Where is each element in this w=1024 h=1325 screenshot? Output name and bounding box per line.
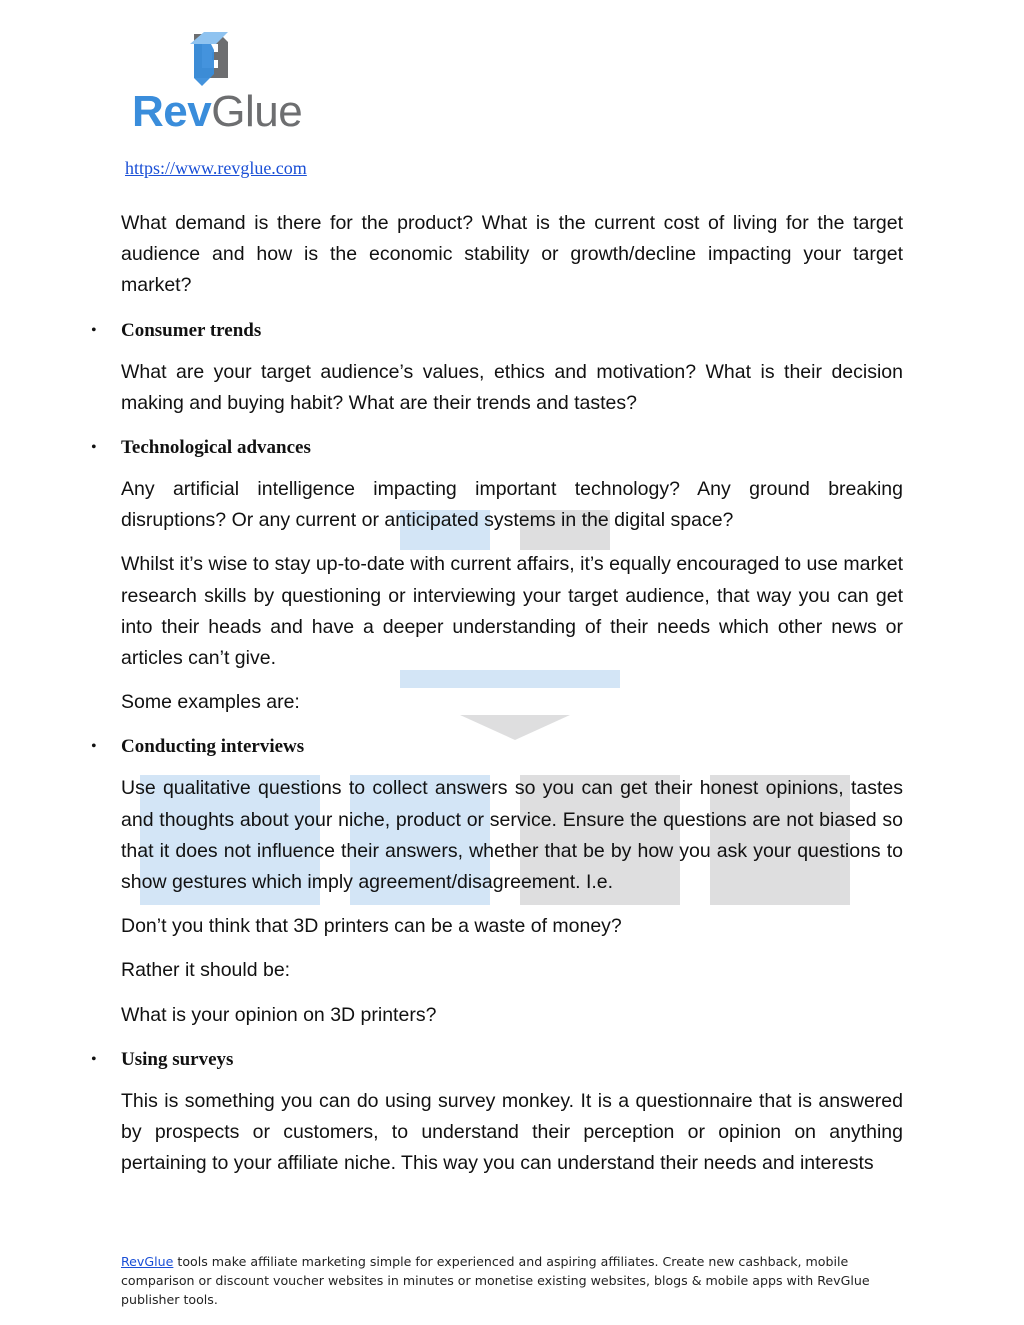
paragraph-whilst: Whilst it’s wise to stay up-to-date with current affairs, it’s equally encouraged to use market research skills by questioning or interviewing your target audience, that way you can get into their heads and have a deeper understanding of their needs which other news or articles can’t give. — [121, 553, 903, 670]
paragraph-demand: What demand is there for the product? What is the current cost of living for the target audience and how is the economic stability or growth/decline impacting your target market? — [121, 212, 903, 297]
paragraph-consumer: What are your target audience’s values, ethics and motivation? What is their decision making and buying habit? What are their trends and tastes? — [121, 360, 903, 414]
bullet-label: Using surveys — [121, 1048, 234, 1070]
bullet-label: Conducting interviews — [121, 736, 305, 758]
bullet-dot: • — [91, 1050, 97, 1068]
paragraph-dont: Don’t you think that 3D printers can be a waste of money? — [121, 915, 622, 938]
paragraph-interviews: Use qualitative questions to collect answers so you can get their honest opinions, tastes and thoughts about your niche, product or service. Ensure the questions are not biased so that it does not influence their answers, whether that be by how you ask your questions to show gestures which imply agreement/disagreement. I.e. — [121, 777, 903, 894]
revglue-logo — [132, 30, 332, 136]
paragraph-tech: Any artificial intelligence impacting important technology? Any ground breaking disruptions? Or any current or anticipated systems in the digital space? — [121, 478, 903, 532]
bullet-conducting-interviews — [91, 731, 903, 763]
bullet-label: Technological advances — [121, 437, 311, 459]
site-url-link[interactable]: https://www.revglue.com — [125, 158, 307, 178]
revglue-logo-icon — [132, 30, 332, 90]
footer-text: tools make affiliate marketing simple for experienced and aspiring affiliates. Create new cashback, mobile comparison or discount voucher websites in minutes or monetise existing websites, blogs & mobile apps with RevGlue publisher tools. — [121, 1254, 870, 1307]
paragraph-examples: Some examples are: — [121, 691, 300, 714]
bullet-dot: • — [91, 738, 97, 756]
bullet-dot: • — [91, 439, 97, 457]
bullet-label: Consumer trends — [121, 319, 262, 341]
paragraph-rather: Rather it should be: — [121, 959, 291, 982]
bullet-technological-advances — [91, 432, 903, 464]
page-footer — [121, 1252, 911, 1309]
bullet-dot: • — [91, 321, 97, 339]
bullet-using-surveys — [91, 1044, 903, 1076]
paragraph-opinion: What is your opinion on 3D printers? — [121, 1003, 437, 1026]
document-body — [91, 208, 903, 1192]
footer-revglue-link[interactable]: RevGlue — [121, 1254, 174, 1269]
bullet-consumer-trends — [91, 315, 903, 347]
revglue-wordmark: RevGlue — [132, 87, 303, 136]
paragraph-surveys: This is something you can do using survey monkey. It is a questionnaire that is answered by prospects or customers, to understand their perception or opinion on anything pertaining to your affiliate niche. This way you can understand their needs and interests — [121, 1089, 903, 1175]
